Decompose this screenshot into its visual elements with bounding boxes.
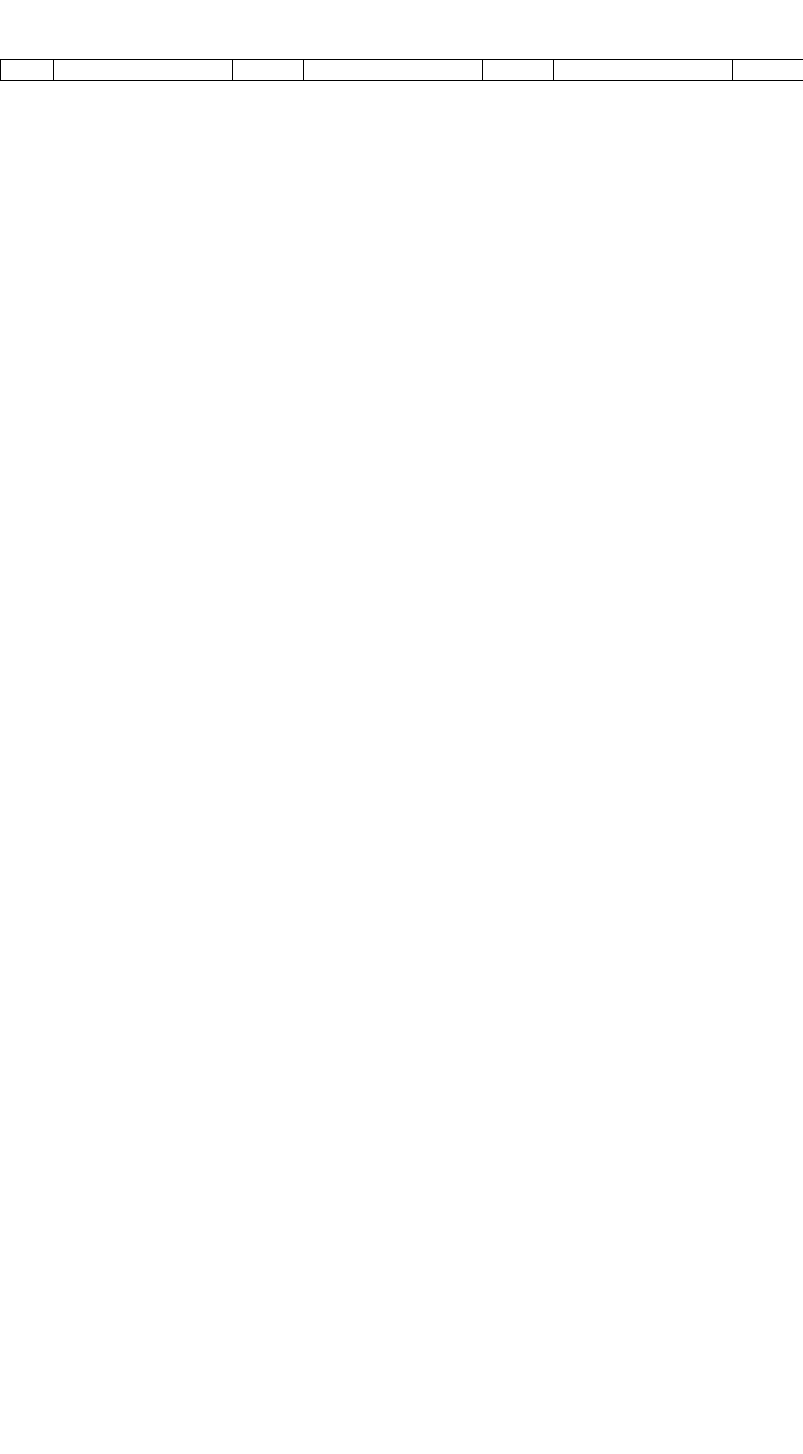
header-qty [483, 60, 554, 81]
header-qty [733, 60, 803, 81]
header-row [1, 60, 803, 81]
header-spec [304, 60, 483, 81]
header-spec [554, 60, 733, 81]
header-name [1, 60, 54, 81]
inventory-table [0, 59, 803, 81]
header-spec [54, 60, 233, 81]
header-qty [233, 60, 304, 81]
